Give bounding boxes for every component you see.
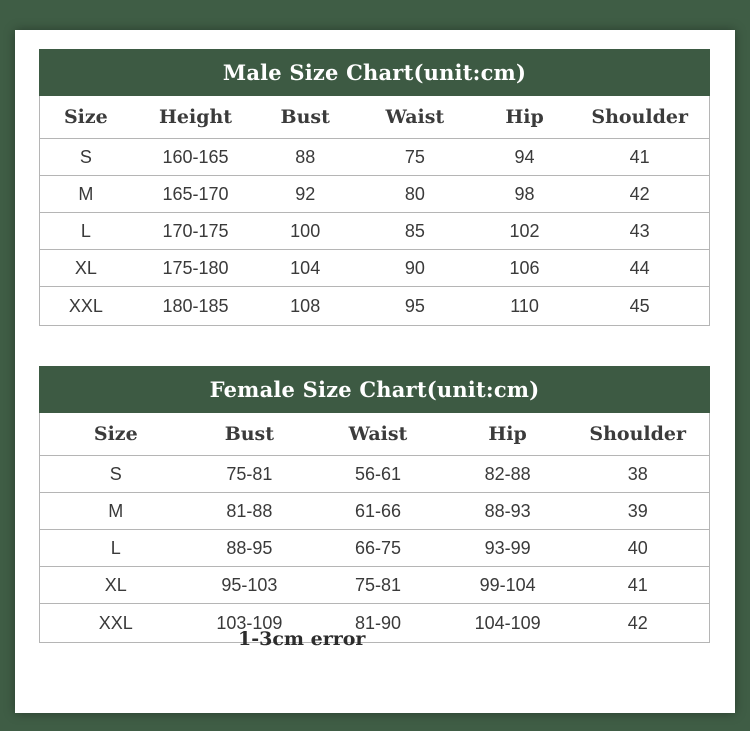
table-row bbox=[40, 213, 709, 250]
cell-shoulder: 41 bbox=[627, 574, 648, 595]
cell-bust: 92 bbox=[295, 183, 316, 204]
male-size-table bbox=[39, 49, 710, 326]
cell-shoulder: 42 bbox=[629, 183, 650, 204]
cell-shoulder: 45 bbox=[629, 295, 650, 316]
cell-waist: 95 bbox=[404, 295, 425, 316]
cell-hip: 99-104 bbox=[479, 574, 536, 595]
cell-bust: 100 bbox=[290, 220, 321, 241]
cell-bust: 75-81 bbox=[226, 463, 273, 484]
table-row bbox=[40, 139, 709, 176]
cell-bust: 95-103 bbox=[221, 574, 278, 595]
table-row bbox=[40, 176, 709, 213]
cell-size: L bbox=[110, 537, 121, 558]
cell-size: S bbox=[109, 463, 122, 484]
cell-waist: 56-61 bbox=[354, 463, 402, 484]
cell-hip: 88-93 bbox=[484, 500, 531, 521]
cell-shoulder: 42 bbox=[627, 612, 648, 633]
cell-waist: 85 bbox=[404, 220, 425, 241]
table-row bbox=[40, 493, 709, 530]
table-row bbox=[40, 604, 709, 642]
cell-hip: 98 bbox=[514, 183, 535, 204]
table-row bbox=[40, 250, 709, 287]
header-shoulder: Shoulder bbox=[589, 423, 687, 445]
cell-hip: 82-88 bbox=[484, 463, 531, 484]
cell-size: XXL bbox=[68, 295, 103, 316]
table-row bbox=[40, 287, 709, 325]
header-hip: Hip bbox=[505, 106, 544, 128]
table-row bbox=[40, 530, 709, 567]
cell-waist: 75-81 bbox=[354, 574, 402, 595]
cell-hip: 102 bbox=[509, 220, 540, 241]
cell-shoulder: 39 bbox=[627, 500, 648, 521]
cell-size: L bbox=[80, 220, 91, 241]
cell-shoulder: 40 bbox=[627, 537, 648, 558]
cell-bust: 103-109 bbox=[216, 612, 283, 633]
cell-waist: 81-90 bbox=[354, 612, 402, 633]
cell-bust: 104 bbox=[290, 257, 321, 278]
female-header-row bbox=[40, 413, 709, 456]
cell-size: XXL bbox=[98, 612, 133, 633]
cell-hip: 93-99 bbox=[484, 537, 531, 558]
header-bust: Bust bbox=[280, 106, 330, 128]
header-height: Height bbox=[158, 106, 233, 128]
male-header-row bbox=[40, 96, 709, 139]
cell-hip: 110 bbox=[510, 295, 539, 316]
cell-waist: 90 bbox=[404, 257, 425, 278]
female-size-table bbox=[39, 366, 710, 643]
header-waist: Waist bbox=[348, 423, 408, 445]
header-size: Size bbox=[63, 106, 108, 128]
cell-size: S bbox=[79, 146, 92, 167]
cell-shoulder: 44 bbox=[629, 257, 650, 278]
size-chart-card bbox=[15, 30, 735, 713]
error-note: 1-3cm error bbox=[238, 628, 366, 650]
header-bust: Bust bbox=[224, 423, 275, 445]
cell-height: 175-180 bbox=[162, 257, 229, 278]
cell-size: XL bbox=[74, 257, 97, 278]
header-hip: Hip bbox=[488, 423, 527, 445]
cell-height: 160-165 bbox=[162, 146, 229, 167]
cell-height: 170-175 bbox=[162, 220, 229, 241]
cell-bust: 81-88 bbox=[226, 500, 273, 521]
cell-size: M bbox=[108, 500, 124, 521]
cell-height: 180-185 bbox=[162, 295, 229, 316]
cell-waist: 61-66 bbox=[354, 500, 402, 521]
cell-bust: 88 bbox=[295, 146, 316, 167]
header-waist: Waist bbox=[385, 106, 445, 128]
cell-shoulder: 41 bbox=[629, 146, 650, 167]
male-table-title: Male Size Chart(unit:cm) bbox=[39, 49, 710, 96]
cell-bust: 108 bbox=[290, 295, 321, 316]
cell-bust: 88-95 bbox=[226, 537, 273, 558]
cell-size: M bbox=[78, 183, 94, 204]
cell-height: 165-170 bbox=[162, 183, 229, 204]
cell-waist: 80 bbox=[404, 183, 425, 204]
cell-hip: 104-109 bbox=[474, 612, 541, 633]
table-row bbox=[40, 456, 709, 493]
cell-shoulder: 38 bbox=[627, 463, 648, 484]
cell-shoulder: 43 bbox=[629, 220, 650, 241]
cell-waist: 75 bbox=[404, 146, 425, 167]
header-shoulder: Shoulder bbox=[591, 106, 688, 128]
table-row bbox=[40, 567, 709, 604]
cell-size: XL bbox=[104, 574, 127, 595]
cell-waist: 66-75 bbox=[354, 537, 402, 558]
cell-hip: 94 bbox=[514, 146, 535, 167]
header-size: Size bbox=[93, 423, 138, 445]
female-table-title: Female Size Chart(unit:cm) bbox=[39, 366, 710, 413]
cell-hip: 106 bbox=[509, 257, 540, 278]
